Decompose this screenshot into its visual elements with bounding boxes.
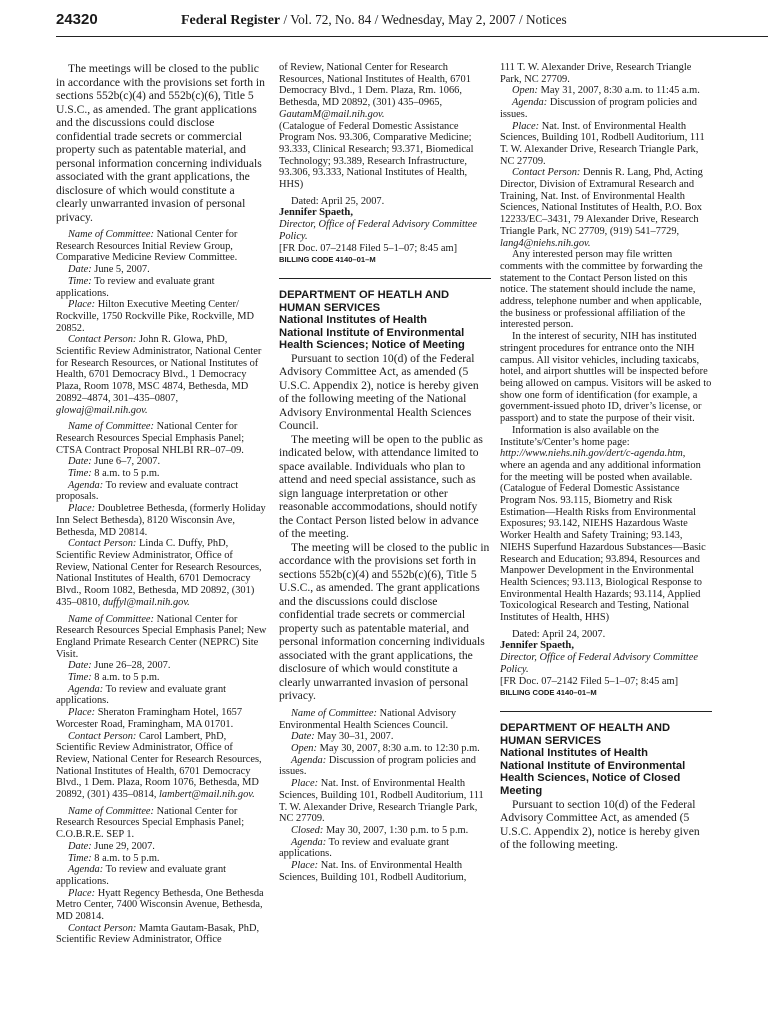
signer-name: Jennifer Spaeth, bbox=[279, 207, 353, 219]
email-link[interactable]: duffyl@mail.nih.gov. bbox=[102, 596, 190, 608]
homepage-link[interactable]: http://www.niehs.nih.gov/dert/c-agenda.htm bbox=[500, 448, 683, 460]
meeting-contact: Contact Person: Linda C. Duffy, PhD, Scientific Review Administrator, Office of Review, National Center for Research Resources, National Institutes of Health, 6701 Democracy Blvd., Room 1082, Bethesda, MD 20892, (301) 435–0810, duffyl@mail.nih.gov. bbox=[56, 538, 262, 608]
comments-paragraph: Any interested person may file written comments with the committee by forwarding the statement to the Contact Person listed on this notice. The statement should include the name, address, telephone number and when applicable, the business or professional affiliation of the interested person. bbox=[500, 249, 703, 331]
email-link[interactable]: lang4@niehs.nih.gov. bbox=[500, 237, 591, 249]
signer-title: Director, Office of Federal Advisory Committee Policy. bbox=[500, 652, 698, 675]
signer-title: Director, Office of Federal Advisory Committee Policy. bbox=[279, 219, 477, 242]
meeting-place: Place: Hyatt Regency Bethesda, One Bethesda Metro Center, 7400 Wisconsin Avenue, Bethesda, MD 20814. bbox=[56, 887, 264, 923]
meeting-date: Date: June 6–7, 2007. bbox=[68, 456, 161, 468]
email-link[interactable]: lambert@mail.nih.gov. bbox=[159, 789, 255, 801]
billing-code: BILLING CODE 4140–01–M bbox=[500, 688, 597, 698]
meeting-place: Place: Nat. Inst. of Environmental Health Sciences, Building 101, Rodbell Auditorium, 111 T. W. Alexander Drive, Research Triangle Park, NC 27709. bbox=[500, 120, 705, 167]
place-continuation: 111 T. W. Alexander Drive, Research Triangle Park, NC 27709. bbox=[500, 62, 692, 85]
notice-paragraph: The meeting will be open to the public as indicated below, with attendance limited to space available. Individuals who plan to attend and need special assistance, such as sign language interpretation or other reasonable accommodations, should notify the Contact Person listed below in advance of the meeting. bbox=[279, 432, 483, 541]
meeting-place: Place: Nat. Ins. of Environmental Health Sciences, Building 101, Rodbell Auditorium, bbox=[279, 860, 467, 883]
column-2 bbox=[279, 62, 491, 883]
info-paragraph: Information is also available on the Institute’s/Center’s home page: http://www.niehs.nih.gov/dert/c-agenda.htm, where an agenda and any additional information for the meeting will be posted when available. bbox=[500, 424, 701, 483]
section-divider bbox=[279, 278, 491, 279]
subagency-heading: National Institutes of Health bbox=[279, 314, 427, 327]
meeting-agenda: Agenda: To review and evaluate grant applications. bbox=[56, 864, 227, 887]
meeting-date: Date: May 30–31, 2007. bbox=[291, 731, 394, 743]
closed-meeting-paragraph: The meetings will be closed to the public in accordance with the provisions set forth in sections 552b(c)(4) and 552b(c)(6), Title 5 U.S.C., as amended. The grant applications and the discussions could disclose confidential trade secrets or commercial property such as patentable material, and personal information concerning individuals associated with the grant applications, the disclosure of which would constitute a clearly unwarranted invasion of personal privacy. bbox=[56, 62, 265, 224]
meeting-open: Open: May 31, 2007, 8:30 a.m. to 11:45 a.m. bbox=[512, 85, 700, 97]
security-paragraph: In the interest of security, NIH has instituted stringent procedures for entrance onto the NIH campus. All visitor vehicles, including taxicabs, hotel, and airport shuttles will be inspected before being allowed on campus. Visitors will be asked to show one form of identification (for example, a government-issued photo ID, driver’s license, or passport) and to state the purpose of their visit. bbox=[500, 331, 712, 425]
notice-paragraph: Pursuant to section 10(d) of the Federal Advisory Committee Act, as amended (5 U.S.C. Appendix 2), notice is hereby given of the following meeting of the National Advisory Environmental Health Sciences Council. bbox=[279, 351, 479, 433]
dated-line: Dated: April 25, 2007. bbox=[291, 195, 385, 207]
signer-name: Jennifer Spaeth, bbox=[500, 640, 574, 652]
meeting-contact: Contact Person: Dennis R. Lang, Phd, Acting Director, Division of Extramural Research and Training, Nat. Inst. of Environmental Health Sciences, National Institutes of Health, P.O. Box 12233/EC–3431, 79 Alexander Drive, Research Triangle Park, NC 27709, (919) 541–7729, lang4@niehs.nih.gov. bbox=[500, 167, 703, 249]
contact-continuation: of Review, National Center for Research Resources, National Institutes of Health, 6701 Democracy Blvd., 1 Dem. Plaza, Rm. 1066, Bethesda, MD 20892, (301) 435–0965, GautamM@mail.nih.gov. bbox=[279, 62, 471, 120]
catalogue-note: (Catalogue of Federal Domestic Assistance Program Nos. 93.306, Comparative Medicine; 93.333, Clinical Research; 93.371, Biomedical Technology; 93.389, Research Infrastructure, 93.306, 93.333, National Institutes of Health, HHS) bbox=[279, 120, 474, 191]
meeting-committee: Name of Committee: National Center for Research Resources Special Emphasis Panel; CTSA Contract Proposal NHLBI RR–07–09. bbox=[56, 421, 245, 456]
publication-name: Federal Register bbox=[181, 13, 281, 28]
meeting-agenda: Agenda: To review and evaluate contract proposals. bbox=[56, 479, 239, 503]
meeting-committee: Name of Committee: National Center for Research Resources Special Emphasis Panel; New England Primate Research Center (NEPRC) Site Visit. bbox=[56, 613, 267, 660]
meeting-contact: Contact Person: John R. Glowa, PhD, Scientific Review Administrator, National Center for Research Resources, or National Institutes of Health, 6701 Democracy Blvd., 1 Democracy Plaza, Room 1078, MSC 4874, Bethesda, MD 20892–4874, 301–435–0807, glowaj@mail.nih.gov. bbox=[56, 334, 262, 416]
agency-heading: DEPARTMENT OF HEALTH AND HUMAN SERVICES bbox=[500, 721, 671, 747]
fr-doc-line: [FR Doc. 07–2148 Filed 5–1–07; 8:45 am] bbox=[279, 242, 458, 254]
notice-title: National Institute of Environmental Health Sciences, Notice of Closed Meeting bbox=[500, 759, 686, 797]
meeting-date: Date: June 29, 2007. bbox=[68, 840, 155, 852]
meeting-date: Date: June 5, 2007. bbox=[68, 264, 150, 276]
meeting-open: Open: May 30, 2007, 8:30 a.m. to 12:30 p.m. bbox=[291, 743, 480, 755]
agency-heading: DEPARTMENT OF HEATLH AND HUMAN SERVICES bbox=[279, 288, 450, 314]
meeting-agenda: Agenda: Discussion of program policies and issues. bbox=[500, 97, 697, 120]
header-rule bbox=[56, 36, 768, 37]
meeting-place: Place: Hilton Executive Meeting Center/ Rockville, 1750 Rockville Pike, Rockville, MD 20852. bbox=[56, 299, 254, 334]
meeting-contact: Contact Person: Carol Lambert, PhD, Scientific Review Administrator, Office of Review, National Center for Research Resources, National Institutes of Health, 6701 Democracy Blvd., 1 Dem. Plaza, Room 1076, Bethesda, MD 20892, (301) 435–0814, lambert@mail.nih.gov. bbox=[56, 730, 262, 801]
fr-doc-line: [FR Doc. 07–2142 Filed 5–1–07; 8:45 am] bbox=[500, 675, 679, 687]
meeting-closed: Closed: May 30, 2007, 1:30 p.m. to 5 p.m. bbox=[291, 824, 469, 836]
catalogue-note: (Catalogue of Federal Domestic Assistance Program Nos. 93.115, Biometry and Risk Estimation—Health Risks from Environmental Exposures; 93.142, NIEHS Hazardous Waste Worker Health and Safety Training; 93.143, NIEHS Superfund Hazardous Substances—Basic Research and Education; 93.894, Resources and Manpower Development in the Environmental Health Sciences; 93.113, Biological Response to Environmental Health Hazards; 93.114, Applied Toxicological Research and Testing, National Institutes of Health, HHS) bbox=[500, 483, 706, 624]
meeting-agenda: Agenda: To review and evaluate grant applications. bbox=[279, 836, 450, 860]
label-committee: Name of Committee: bbox=[68, 229, 154, 240]
meeting-agenda: Agenda: To review and evaluate grant applications. bbox=[56, 683, 227, 707]
notice-paragraph: The meeting will be closed to the public in accordance with the provisions set forth in sections 552b(c)(4) and 552b(c)(6), Title 5 U.S.C., as amended. The grant applications and the discussions could disclose confidential trade secrets or commercial property such as patentable material, and personal information concerning individuals associated with the grant applications, the disclosure of which would constitute a clearly unwarranted invasion of personal privacy. bbox=[279, 540, 490, 703]
page-header bbox=[56, 8, 768, 38]
email-link[interactable]: GautamM@mail.nih.gov. bbox=[279, 108, 385, 120]
meeting-committee: Name of Committee: National Advisory Environmental Health Sciences Council. bbox=[279, 707, 457, 731]
page-number: 24320 bbox=[56, 11, 98, 28]
meeting-place: Place: Nat. Inst. of Environmental Health Sciences, Building 101, Rodbell Auditorium, 111 T. W. Alexander Drive, Research Triangle Park, NC 27709. bbox=[279, 778, 484, 825]
meeting-committee: Name of Committee: National Center for Research Resources Special Emphasis Panel; C.O.B.R.E. SEP 1. bbox=[56, 805, 245, 841]
meeting-time: Time: 8 a.m. to 5 p.m. bbox=[68, 468, 160, 480]
subagency-heading: National Institutes of Health bbox=[500, 747, 648, 760]
meeting-date: Date: June 26–28, 2007. bbox=[68, 660, 171, 672]
meeting-place: Place: Sheraton Framingham Hotel, 1657 Worcester Road, Framingham, MA 01701. bbox=[56, 707, 243, 730]
meeting-time: Time: 8 a.m. to 5 p.m. bbox=[68, 852, 160, 864]
meeting-time: Time: 8 a.m. to 5 p.m. bbox=[68, 672, 160, 684]
email-link[interactable]: glowaj@mail.nih.gov. bbox=[56, 404, 148, 416]
meeting-agenda: Agenda: Discussion of program policies and issues. bbox=[279, 754, 476, 778]
dated-line: Dated: April 24, 2007. bbox=[512, 628, 606, 640]
notice-paragraph: Pursuant to section 10(d) of the Federal Advisory Committee Act, as amended (5 U.S.C. Appendix 2), notice is hereby given of the following meeting. bbox=[500, 797, 700, 852]
billing-code: BILLING CODE 4140–01–M bbox=[279, 255, 376, 265]
issue-info: / Vol. 72, No. 84 / Wednesday, May 2, 2007 / Notices bbox=[280, 12, 567, 27]
meeting-place: Place: Doubletree Bethesda, (formerly Holiday Inn Select Bethesda), 8120 Wisconsin Ave, Bethesda, MD 20814. bbox=[56, 503, 266, 538]
running-head bbox=[181, 12, 567, 29]
meeting-committee: Name of Committee: National Center for Research Resources Initial Review Group, Comparative Medicine Review Committee. bbox=[56, 229, 238, 264]
column-3 bbox=[500, 62, 712, 852]
section-divider bbox=[500, 711, 712, 712]
notice-title: National Institute of Environmental Health Sciences; Notice of Meeting bbox=[279, 326, 465, 352]
meeting-time: Time: To review and evaluate grant applications. bbox=[56, 275, 215, 299]
meeting-contact: Contact Person: Mamta Gautam-Basak, PhD, Scientific Review Administrator, Office bbox=[56, 922, 260, 946]
column-1 bbox=[56, 62, 268, 946]
